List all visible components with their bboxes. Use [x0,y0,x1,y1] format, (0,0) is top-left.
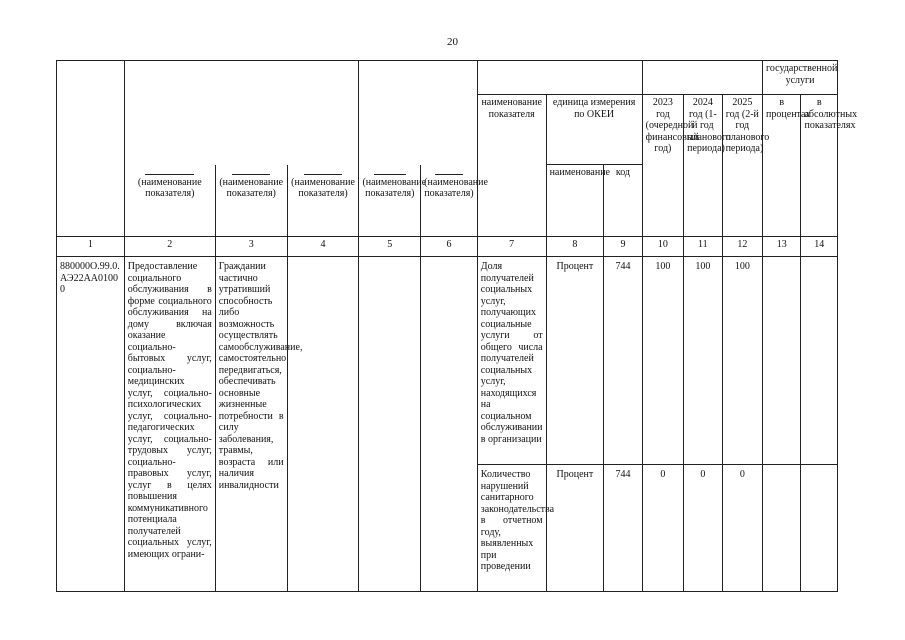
indicator-unit-code: 744 [604,465,642,592]
column-number: 4 [287,237,359,257]
header-row-top [57,61,838,95]
header-sub-6: (наименование показателя) [421,165,478,237]
column-number: 3 [215,237,287,257]
header-cell-2-4 [124,61,359,165]
header-year-2024: 2024 год (1-й год планового периода) [684,95,722,237]
value-2024: 0 [684,465,722,592]
value-2024: 100 [684,257,722,465]
indicator-unit: Процент [546,465,604,592]
table-row [57,257,838,465]
header-unit-name: наименование [546,165,604,237]
column-number: 6 [421,237,478,257]
header-sub-3: (наименование показателя) [215,165,287,237]
header-cell-5-6 [359,61,477,165]
value-2025: 0 [722,465,762,592]
deviation-absolute [801,257,838,465]
service-description: Предоставление социального обслуживания в форме социального обслуживания на дому включая оказание социально-бытовых услуг, социально-медицинских услуг, социально-психологических услуг, социально-педагогических услуг, социально-трудовых услуг, социально-правовых услуг, услуг в целях повышения коммуникативного потенциала получателей социальных услуг, имеющих ограни- [124,257,215,592]
column-number: 2 [124,237,215,257]
deviation-percent [763,257,801,465]
header-unit-code: код [604,165,642,237]
column-number: 1 [57,237,125,257]
indicator-name: Доля получателей социальных услуг, получающих социальные услуги от общего числа получателей социальных услуг, находящихся на социальном обслуживании в организации [477,257,546,465]
registry-code: 880000О.99.0.АЭ22АА01000 [57,257,125,592]
value-2025: 100 [722,257,762,465]
column-number: 14 [801,237,838,257]
header-gov-service: государственной услуги [763,61,838,95]
value-2023: 0 [642,465,683,592]
header-sub-2: (наименование показателя) [124,165,215,237]
header-sub-5: (наименование показателя) [359,165,421,237]
column-number: 9 [604,237,642,257]
header-indicator-name: наименование показателя [477,95,546,237]
column-number: 10 [642,237,683,257]
column-number: 11 [684,237,722,257]
header-cell-1 [57,61,125,237]
value-2023: 100 [642,257,683,465]
column-number: 7 [477,237,546,257]
service-indicators-table [56,60,858,592]
empty-cell-5 [359,257,421,592]
deviation-percent [763,465,801,592]
indicator-unit: Процент [546,257,604,465]
indicator-unit-code: 744 [604,257,642,465]
column-number: 13 [763,237,801,257]
header-cell-7-9-top [477,61,642,95]
empty-cell-4 [287,257,359,592]
header-in-absolute: в абсолютных показателях [801,95,838,237]
deviation-absolute [801,465,838,592]
page-number: 20 [447,36,458,48]
indicator-name: Количество нарушений санитарного законодательства в отчетном году, выявленных при проведении [477,465,546,592]
header-unit-okei: единица измерения по ОКЕИ [546,95,642,165]
recipient-category: Граждании частично утративший способность либо возможность осуществлять самообслуживание, самостоятельно передвигаться, обеспечивать основные жизненные потребности в силу заболевания, травмы, возраста или наличия инвалидности [215,257,287,592]
header-sub-4: (наименование показателя) [287,165,359,237]
header-year-2025: 2025 год (2-й год планового периода) [722,95,762,237]
empty-cell-6 [421,257,478,592]
column-number: 12 [722,237,762,257]
header-in-percent: в процентах [763,95,801,237]
column-number: 8 [546,237,604,257]
column-number: 5 [359,237,421,257]
header-cell-10-12-top [642,61,762,95]
header-year-2023: 2023 год (очередной финансовый год) [642,95,683,237]
column-number-row [57,237,838,257]
